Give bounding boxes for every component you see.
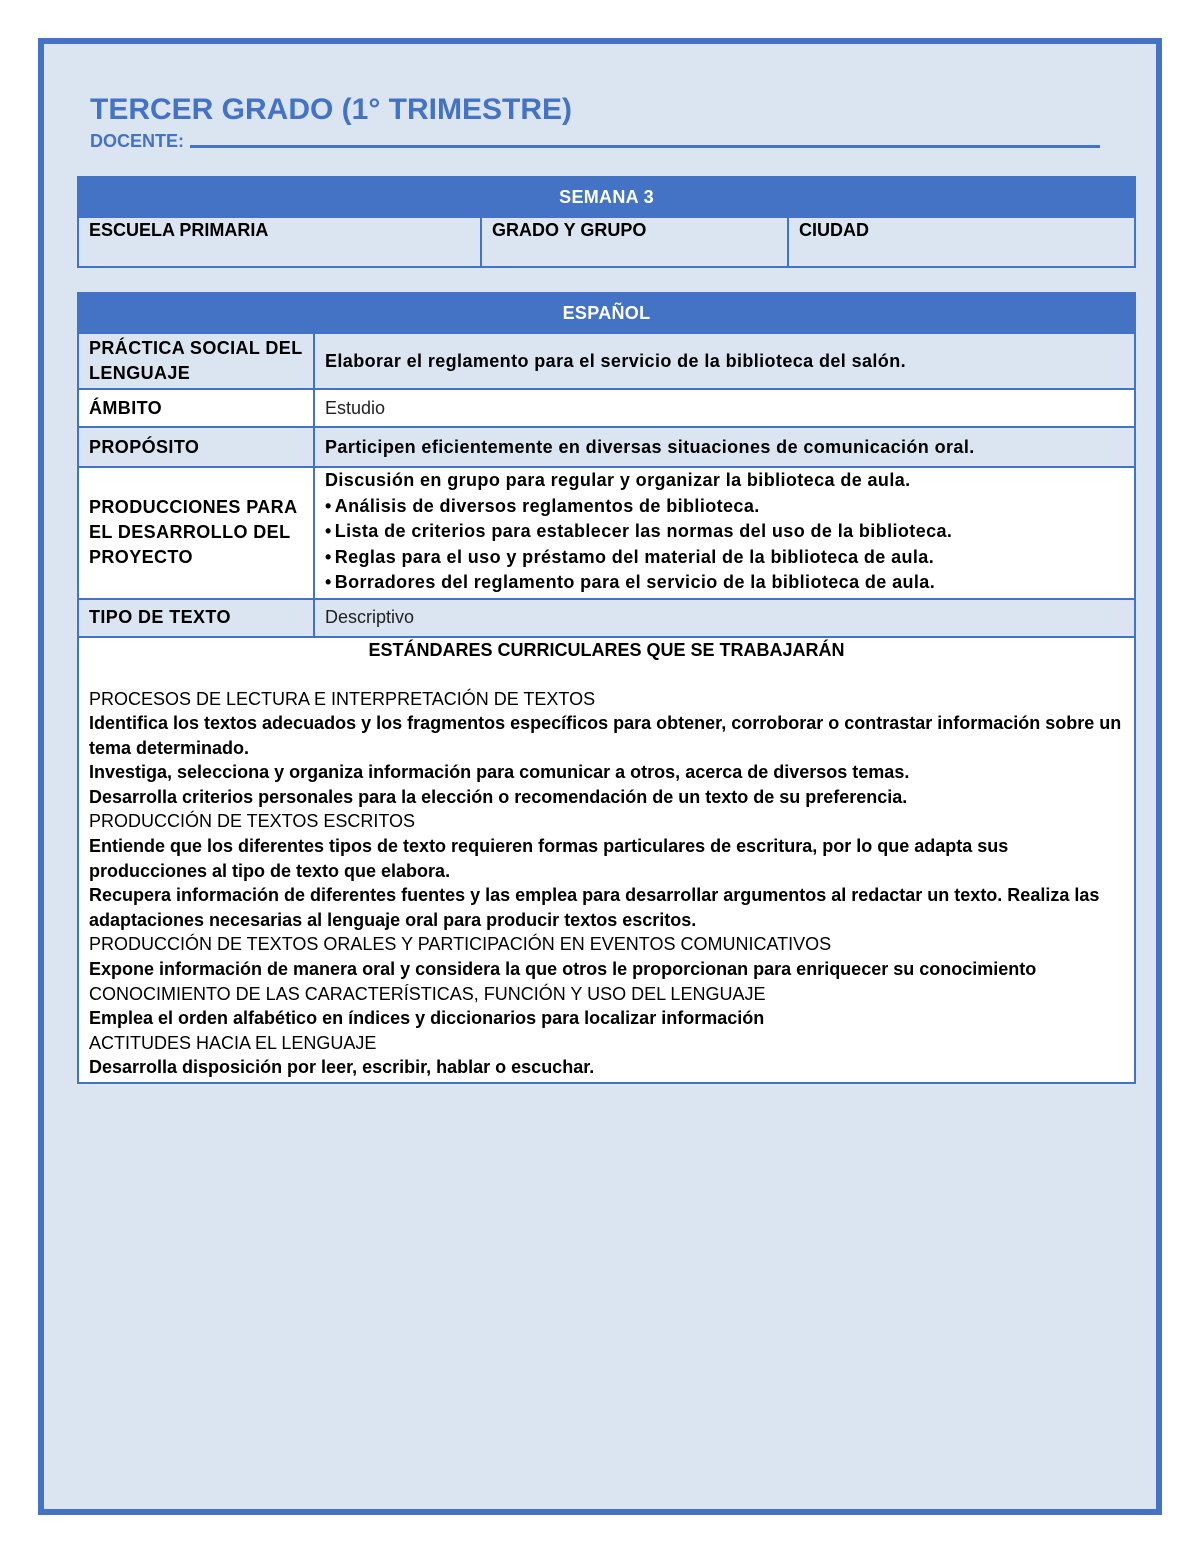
standards-section [89, 809, 1124, 932]
page-frame [38, 38, 1162, 1515]
standard-item: Expone información de manera oral y considera la que otros le proporcionan para enriquecer su conocimiento [89, 959, 1037, 980]
page-title: TERCER GRADO (1° TRIMESTRE) [90, 93, 573, 126]
standards-cell [78, 637, 1135, 1084]
week-band: SEMANA 3 [78, 177, 1135, 217]
section-heading: PRODUCCIÓN DE TEXTOS ESCRITOS [89, 811, 416, 832]
standard-item: Identifica los textos adecuados y los fragmentos específicos para obtener, corroborar o contrastar información sobre un tema determinado. [89, 713, 1122, 758]
header [90, 92, 1116, 152]
section-heading: PRODUCCIÓN DE TEXTOS ORALES Y PARTICIPACIÓN EN EVENTOS COMUNICATIVOS [89, 934, 832, 955]
grado-grupo-cell: GRADO Y GRUPO [481, 217, 788, 267]
ciudad-cell: CIUDAD [788, 217, 1135, 267]
standards-section [89, 982, 1124, 1031]
standard-item: Recupera información de diferentes fuentes y las emplea para desarrollar argumentos al redactar un texto. Realiza las adaptaciones necesarias al lenguaje oral para producir textos escritos. [89, 885, 1100, 930]
practica-label: PRÁCTICA SOCIAL DEL LENGUAJE [78, 333, 314, 389]
escuela-primaria-cell: ESCUELA PRIMARIA [78, 217, 481, 267]
tipo-texto-label: TIPO DE TEXTO [78, 599, 314, 637]
standards-section [89, 932, 1124, 981]
docente-label: DOCENTE: [90, 131, 184, 151]
docente-line [90, 130, 1116, 152]
producciones-value [314, 467, 1135, 599]
standard-item: Entiende que los diferentes tipos de texto requieren formas particulares de escritura, por lo que adapta sus producciones al tipo de texto que elabora. [89, 836, 1009, 881]
producciones-intro: Discusión en grupo para regular y organizar la biblioteca de aula. [325, 470, 911, 490]
practica-value: Elaborar el reglamento para el servicio de la biblioteca del salón. [314, 333, 1135, 389]
standard-item: Desarrolla criterios personales para la elección o recomendación de un texto de su preferencia. [89, 786, 908, 807]
section-heading: ACTITUDES HACIA EL LENGUAJE [89, 1032, 377, 1053]
list-item: • Borradores del reglamento para el servicio de la biblioteca de aula. [325, 570, 1124, 596]
espanol-band: ESPAÑOL [78, 293, 1135, 333]
standards-title: ESTÁNDARES CURRICULARES QUE SE TRABAJARÁN [368, 639, 845, 660]
standards-section [89, 1031, 1124, 1080]
docente-blank-line [190, 145, 1100, 148]
standard-item: Desarrolla disposición por leer, escribir, hablar o escuchar. [89, 1057, 595, 1078]
standards-section [89, 687, 1124, 810]
proposito-value: Participen eficientemente en diversas situaciones de comunicación oral. [314, 427, 1135, 467]
section-heading: CONOCIMIENTO DE LAS CARACTERÍSTICAS, FUNCIÓN Y USO DEL LENGUAJE [89, 983, 766, 1004]
list-item: • Lista de criterios para establecer las normas del uso de la biblioteca. [325, 519, 1124, 545]
week-table [77, 176, 1136, 268]
list-item: • Reglas para el uso y préstamo del material de la biblioteca de aula. [325, 545, 1124, 571]
ambito-value: Estudio [314, 389, 1135, 427]
section-heading: PROCESOS DE LECTURA E INTERPRETACIÓN DE TEXTOS [89, 688, 596, 709]
standard-item: Investiga, selecciona y organiza información para comunicar a otros, acerca de diversos temas. [89, 762, 910, 783]
list-item: • Análisis de diversos reglamentos de biblioteca. [325, 494, 1124, 520]
producciones-label: PRODUCCIONES PARA EL DESARROLLO DEL PROYECTO [78, 467, 314, 599]
espanol-table [77, 292, 1136, 1084]
proposito-label: PROPÓSITO [78, 427, 314, 467]
ambito-label: ÁMBITO [78, 389, 314, 427]
producciones-list [325, 494, 1124, 596]
tipo-texto-value: Descriptivo [314, 599, 1135, 637]
standard-item: Emplea el orden alfabético en índices y diccionarios para localizar información [89, 1008, 765, 1029]
